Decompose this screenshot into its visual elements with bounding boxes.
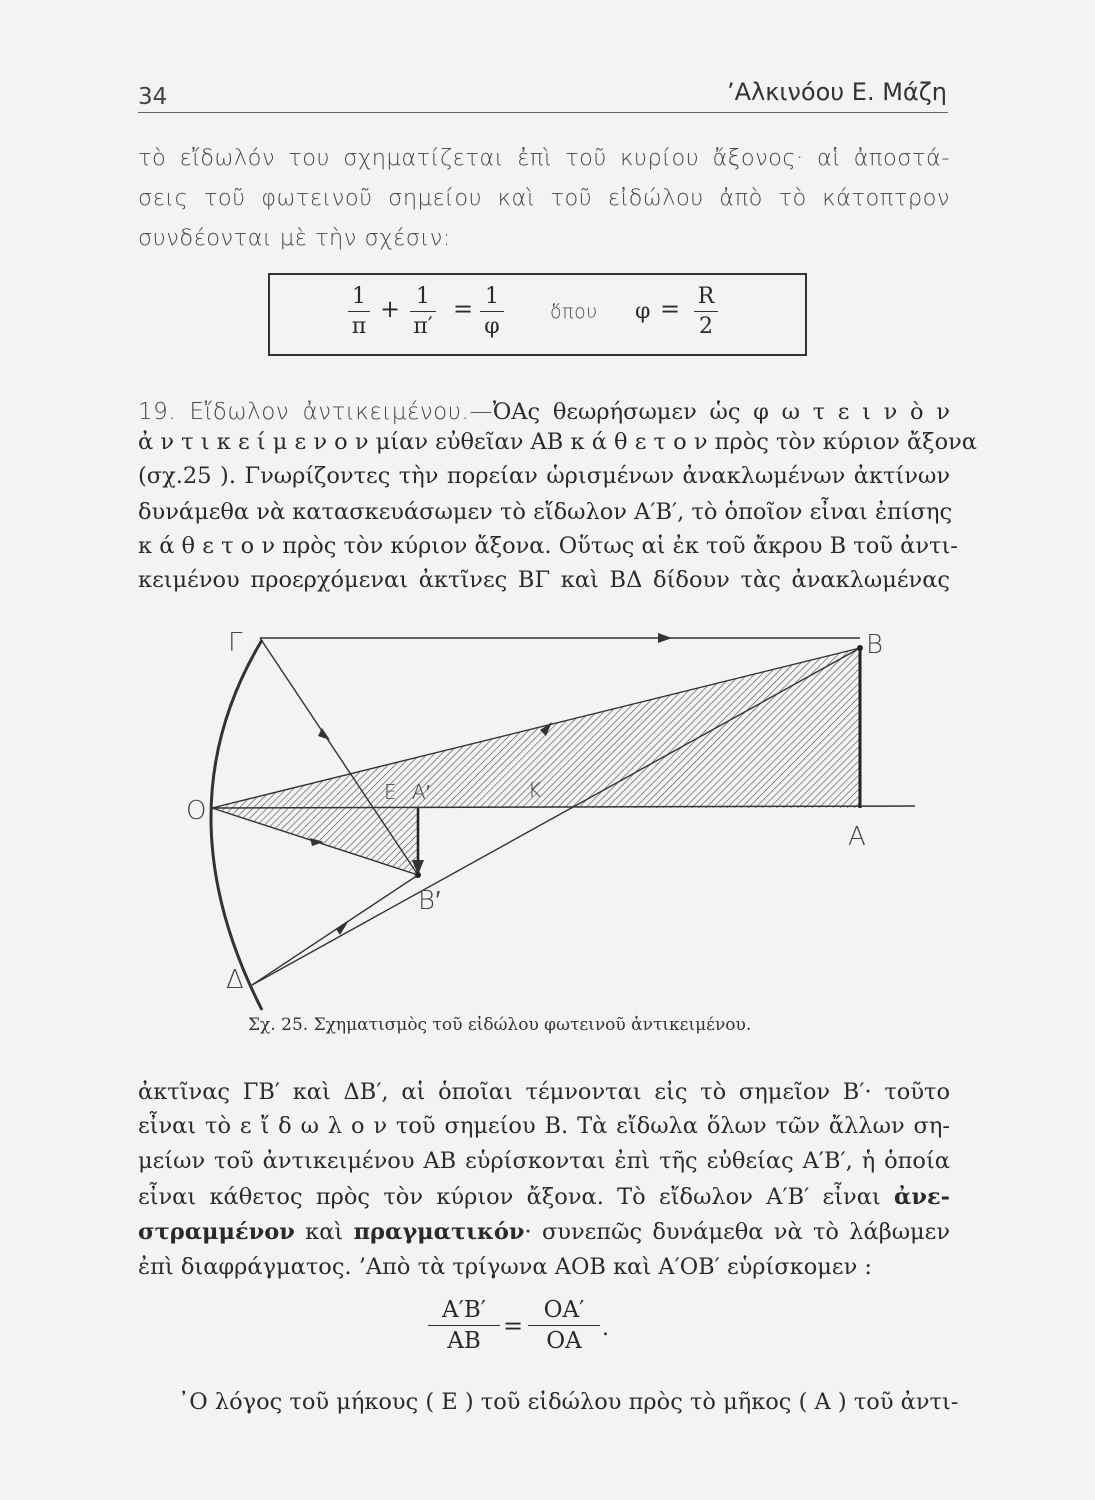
equals-sign: = [453, 295, 474, 323]
label-K: K [528, 778, 542, 802]
section-line-4: δυνάμεθα νὰ κατασκευάσωμεν τὸ εἴδωλον Α′Β′, τὸ ὁποῖον εἶναι ἐπίσης [138, 499, 953, 525]
label-A: A [848, 822, 867, 852]
denominator: ΟΑ [546, 1328, 582, 1354]
numerator: ΟΑ′ [528, 1297, 600, 1326]
section-line-6: κειμένου προερχόμεναι ἀκτῖνες ΒΓ καὶ ΒΔ δίδουν τὰς ἀνακλωμένας [138, 567, 950, 593]
after-line-4 [138, 1182, 950, 1212]
section-line-5: κ ά θ ε τ ο ν πρὸς τὸν κύριον ἄξονα. Οὕτως αἱ ἐκ τοῦ ἄκρου Β τοῦ ἀντι- [138, 533, 958, 559]
ratio-right [528, 1297, 600, 1354]
label-delta: Δ [226, 965, 245, 995]
running-head-author: ’Αλκινόου Ε. Μάζη [726, 78, 947, 106]
arrow-icon [658, 633, 672, 643]
label-gamma: Γ [228, 628, 243, 658]
after-line-5 [138, 1217, 950, 1247]
label-A-prime: A′ [412, 780, 431, 804]
bold-real: πραγματικόν [353, 1219, 525, 1245]
label-B-prime: B′ [418, 886, 441, 916]
denominator: π [351, 314, 367, 339]
numerator: 1 [480, 284, 504, 312]
point-B-prime [415, 872, 421, 878]
intro-line-2: σεις τοῦ φωτεινοῦ σημείου καὶ τοῦ εἰδώλου ἀπὸ τὸ κάτοπτρον [138, 185, 950, 211]
denominator: φ [484, 314, 500, 339]
concave-mirror-arc [211, 640, 262, 1010]
where-word: ὅπου [550, 301, 598, 323]
page-number: 34 [138, 84, 168, 110]
intro-line-1: τὸ εἴδωλόν του σχηματίζεται ἐπὶ τοῦ κυρίου ἄξονος· αἱ ἀποστά- [138, 145, 950, 171]
section-heading: 19. Εἴδωλον ἀντικειμένου.— [138, 399, 493, 425]
word-and: καὶ [305, 1219, 344, 1245]
equals-sign-2: = [660, 295, 681, 323]
point-B [857, 645, 863, 651]
ratio-equals: = [503, 1312, 524, 1340]
denominator: π′ [413, 314, 433, 339]
intro-line-3: συνδέονται μὲ τὴν σχέσιν: [138, 225, 451, 251]
bold-inverted: στραμμένον [138, 1219, 295, 1245]
after-line-2: εἶναι τὸ ε ἴ δ ω λ ο ν τοῦ σημείου Β. Τὰ εἴδωλα ὅλων τῶν ἄλλων ση- [138, 1113, 950, 1139]
arrow-icon [318, 728, 330, 740]
section-line-1-rest: ὈΑς θεωρήσωμεν ὡς φ ω τ ε ι ν ὸ ν [492, 399, 950, 425]
numerator: R [694, 284, 718, 312]
label-E: E [384, 780, 398, 804]
section-line-2: ἀ ν τ ι κ ε ί μ ε ν ο ν μίαν εὐθεῖαν ΑΒ κ ά θ ε τ ο ν πρὸς τὸν κύριον ἄξονα [138, 429, 977, 455]
denominator: ΑΒ [447, 1328, 481, 1354]
after-line-5-rest: · συνεπῶς δυνάμεθα νὰ τὸ λάβωμεν [524, 1219, 951, 1245]
ray-Delta-to-B' [252, 875, 418, 985]
after-line-4-bold: ἀνε- [894, 1184, 950, 1210]
numerator: 1 [410, 284, 436, 312]
numerator: 1 [348, 284, 370, 312]
after-line-1: ἀκτῖνας ΓΒ′ καὶ ΔΒ′, αἱ ὁποῖαι τέμνονται εἰς τὸ σημεῖον Β′· τοῦτο [138, 1079, 950, 1105]
plus-sign: + [380, 295, 401, 323]
label-O: O [186, 796, 207, 826]
numerator: Α′Β′ [428, 1297, 500, 1326]
ratio-left [428, 1297, 500, 1354]
denominator: 2 [699, 314, 713, 339]
after-line-4-text: εἶναι κάθετος πρὸς τὸν κύριον ἄξονα. Τὸ εἴδωλον Α′Β′ εἶναι [138, 1184, 881, 1210]
section-line-3: (σχ.25 ). Γνωρίζοντες τὴν πορείαν ὡρισμένων ἀνακλωμένων ἀκτίνων [138, 463, 950, 489]
last-line: ᾿Ο λόγος τοῦ μήκους ( Ε ) τοῦ εἰδώλου πρὸς τὸ μῆκος ( Α ) τοῦ ἀντι- [178, 1389, 959, 1415]
after-line-6: ἐπὶ διαφράγματος. ’Απὸ τὰ τρίγωνα ΑΟΒ καὶ Α′ΟΒ′ εὑρίσκομεν : [138, 1254, 872, 1280]
ratio-period: . [602, 1316, 609, 1341]
after-line-3: μείων τοῦ ἀντικειμένου ΑΒ εὑρίσκονται ἐπὶ τῆς εὐθείας Α′Β′, ἡ ὁποία [138, 1148, 950, 1174]
label-B: B [866, 630, 884, 660]
figure-caption: Σχ. 25. Σχηματισμὸς τοῦ εἰδώλου φωτεινοῦ ἀντικειμένου. [248, 1015, 752, 1035]
phi-symbol: φ [635, 299, 651, 324]
